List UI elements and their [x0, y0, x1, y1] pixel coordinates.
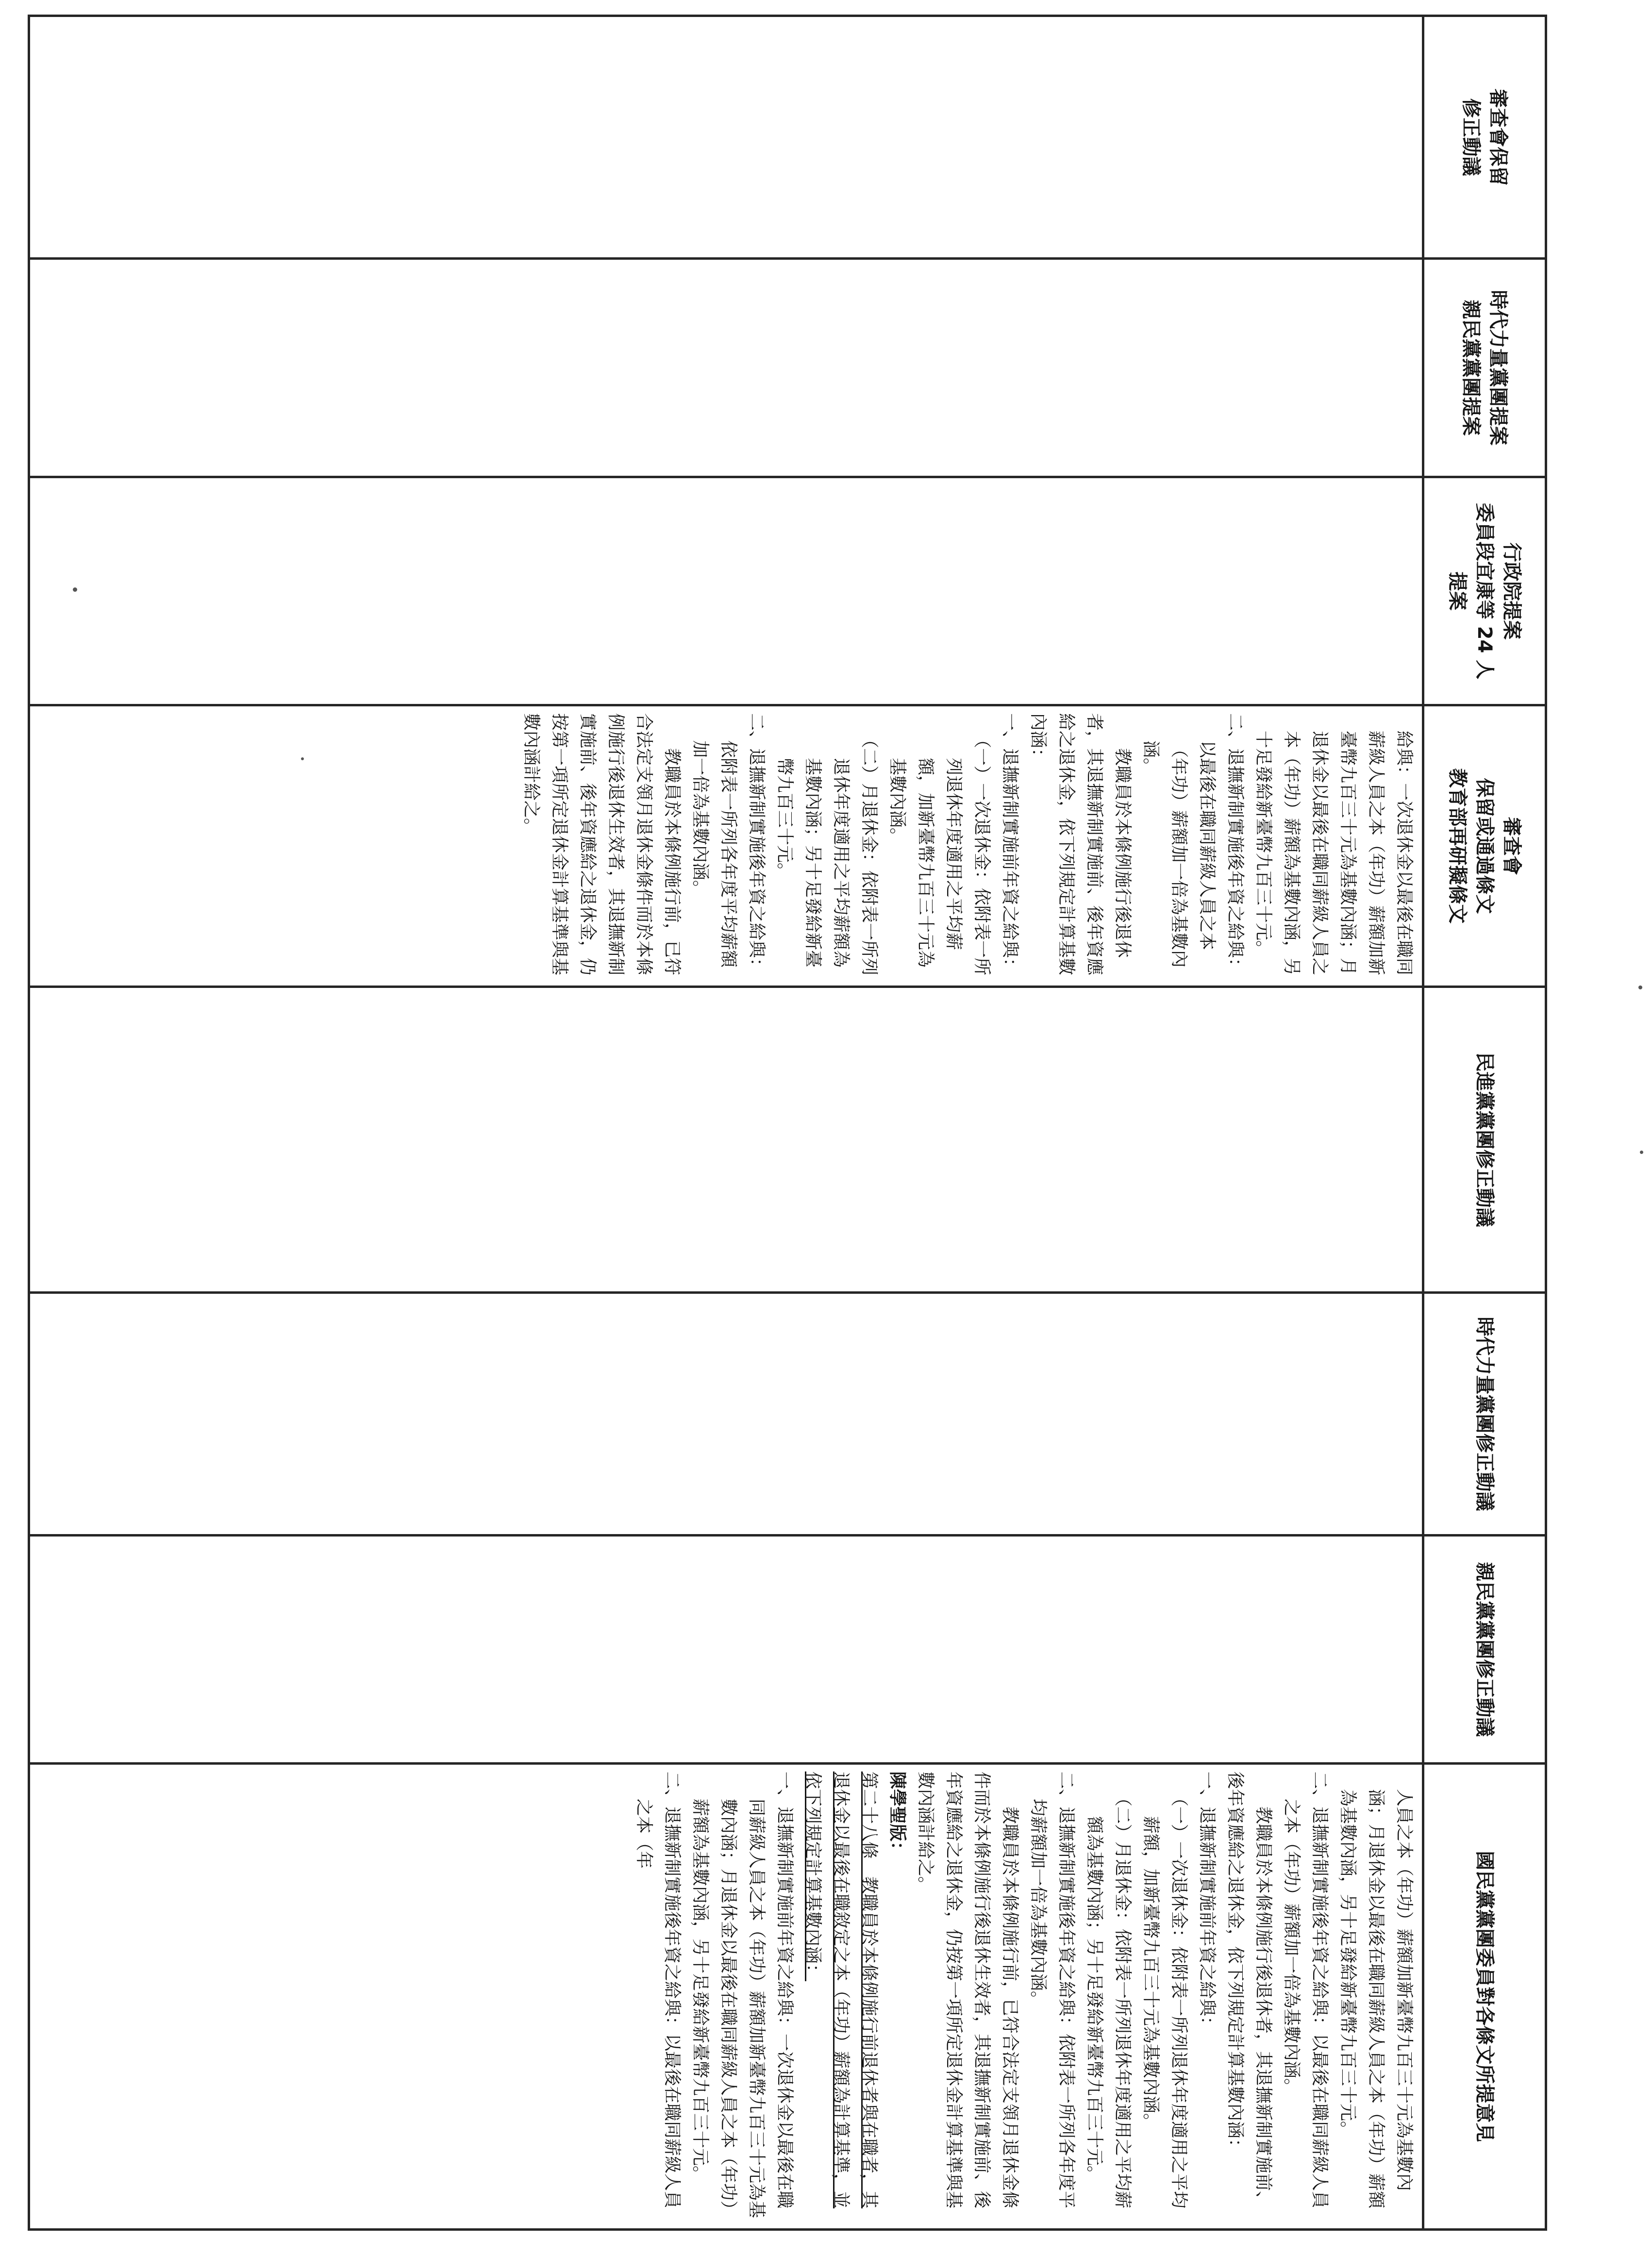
kmt-paragraph: 二、退撫新制實施後年資之給與：依附表一所列各年度平均薪額加一倍為基數內涵。 — [1028, 1771, 1076, 2209]
npp-pfp-proposal-cell — [29, 259, 1423, 477]
scan-speck — [1638, 986, 1642, 989]
kmt-paragraph: （二）月退休金：依附表一所列退休年度適用之平均薪額為基數內涵；另十足發給新臺幣九百三十元。 — [1085, 1789, 1133, 2209]
scan-speck — [1640, 1151, 1643, 1154]
rotated-page — [28, 15, 1547, 2228]
review-paragraph: （一）一次退休金：依附表一所列退休年度適用之平均薪額，加新臺幣九百三十元為基數內涵。 — [887, 731, 992, 976]
review-paragraph: 教職員於本條例施行前，已符合法定支領月退休金條件而於本條例施行後退休生效者，其退撫新制實施前、後年資應給之退休金，仍按第一項所定退休金計算基準與基數內涵計給之。 — [521, 713, 682, 976]
review-paragraph: 二、退撫新制實施後年資之給與：依附表一所列各年度平均薪額加一倍為基數內涵。 — [690, 713, 767, 976]
review-paragraph: 給與：一次退休金以最後在職同薪級人員之本（年功）薪額加新臺幣九百三十元為基數內涵；月退休金以最後在職同薪級人員之本（年功）薪額為基數內涵，另十足發給新臺幣九百三十元。 — [1253, 731, 1414, 976]
executive-proposal-cell — [29, 477, 1423, 705]
kmt-paragraph: 一、退撫新制實施前年資之給與：一次退休金以最後在職同薪級人員之本（年功）薪額加新臺幣九百三十元為基數內涵；月退休金以最後在職同薪級人員之本（年功）薪額為基數內涵，另十足發給新臺幣九百三十元。 — [690, 1771, 795, 2219]
header-executive-proposal: 行政院提案 委員段宜康等 24 人 提案 — [1423, 477, 1546, 705]
kmt-opinions-cell — [29, 1764, 1423, 2230]
header-pfp-motion: 親民黨黨團修正動議 — [1423, 1536, 1546, 1764]
kmt-paragraph: 教職員於本條例施行後退休者，其退撫新制實施前、後年資應給之退休金，依下列規定計算基數內涵： — [1225, 1771, 1273, 2209]
reserved-motion-cell — [29, 16, 1423, 259]
header-npp-pfp-proposal: 時代力量黨團提案 親民黨黨團提案 — [1423, 259, 1546, 477]
kmt-paragraph: 教職員於本條例施行前，已符合法定支領月退休金條件而於本條例施行後退休生效者，其退撫新制實施前、後年資應給之退休金，仍按第一項所定退休金計算基準與基數內涵計給之。 — [916, 1771, 1020, 2209]
kmt-paragraph: 二、退撫新制實施後年資之給與：以最後在職同薪級人員之本（年功）薪額加一倍為基數內涵。 — [1282, 1771, 1330, 2209]
review-paragraph: 二、退撫新制實施後年資之給與：以最後在職同薪級人員之本（年功）薪額加一倍為基數內涵。 — [1141, 713, 1245, 976]
review-articles-cell — [29, 705, 1423, 987]
body-row — [29, 16, 1423, 2230]
review-paragraph: 一、退撫新制實施前年資之給與： — [1000, 713, 1020, 976]
dpp-motion-cell — [29, 987, 1423, 1293]
header-kmt-opinions: 國民黨黨團委員對各條文所提意見 — [1423, 1764, 1546, 2230]
kmt-paragraph: 第二十八條 教職員於本條例施行前退休者與在職者，其退休金以最後在職敘定之本（年功）薪額為計算基準，並依下列規定計算基數內涵： — [803, 1771, 879, 2209]
header-reserved-motion: 審查會保留 修正動議 — [1423, 16, 1546, 259]
kmt-paragraph: 二、退撫新制實施後年資之給與：以最後在職同薪級人員之本（年 — [634, 1771, 682, 2209]
header-dpp-motion: 民進黨黨團修正動議 — [1423, 987, 1546, 1293]
header-review-articles: 審查會 保留或通過條文 教育部再研擬條文 — [1423, 705, 1546, 987]
review-paragraph: （二）月退休金：依附表一所列退休年度適用之平均薪額為基數內涵；另十足發給新臺幣九百三十元。 — [775, 731, 879, 976]
header-row — [1423, 16, 1546, 2230]
comparison-table — [28, 15, 1547, 2231]
npp-motion-cell — [29, 1293, 1423, 1536]
kmt-paragraph: 一、退撫新制實施前年資之給與： — [1197, 1771, 1217, 2034]
kmt-version-label: 陳學聖版： — [887, 1771, 907, 1859]
pfp-motion-cell — [29, 1536, 1423, 1764]
kmt-paragraph: 人員之本（年功）薪額加新臺幣九百三十元為基數內涵；月退休金以最後在職同薪級人員之本（年功）薪額為基數內涵，另十足發給新臺幣九百三十元。 — [1338, 1789, 1414, 2209]
review-paragraph: 教職員於本條例施行後退休者，其退撫新制實施前、後年資應給之退休金，依下列規定計算基數內涵： — [1028, 713, 1133, 976]
header-npp-motion: 時代力量黨團修正動議 — [1423, 1293, 1546, 1536]
kmt-paragraph: （一）一次退休金：依附表一所列退休年度適用之平均薪額，加新臺幣九百三十元為基數內涵。 — [1141, 1789, 1189, 2209]
